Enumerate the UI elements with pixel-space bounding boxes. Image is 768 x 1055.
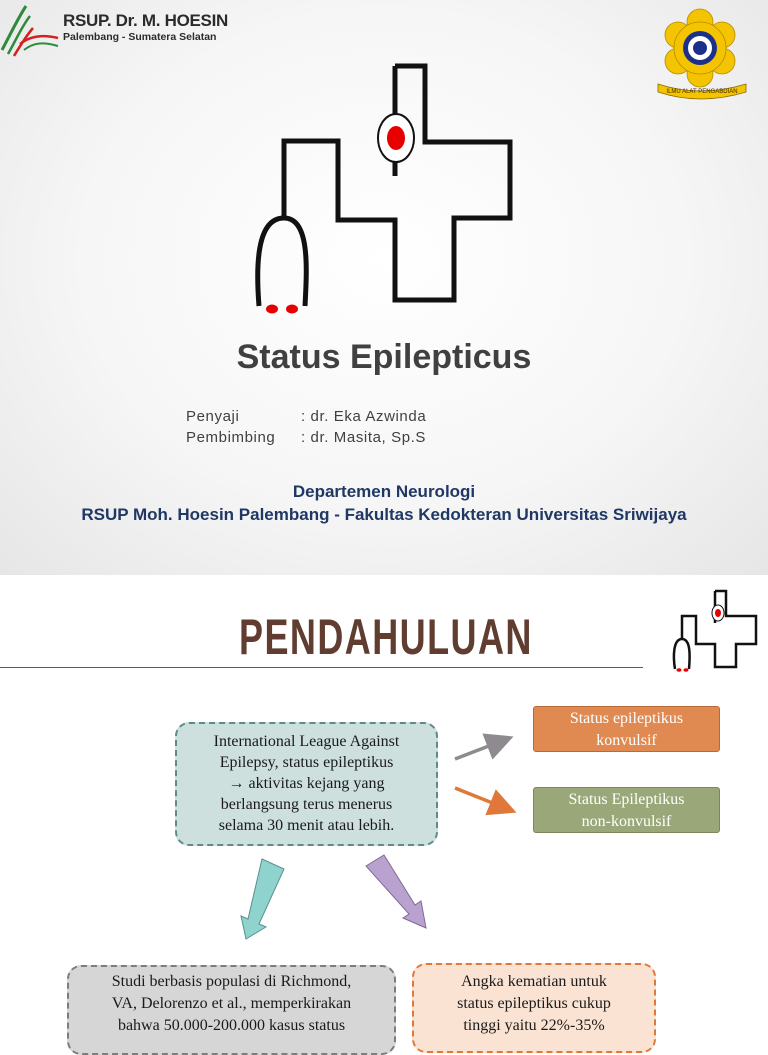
population-line-1: Studi berbasis populasi di Richmond, [111,973,352,990]
supervisor-row [186,429,426,446]
introduction-slide [0,575,768,1034]
presentation-title: Status Epilepticus [236,338,532,376]
hospital-logo-icon [0,0,62,60]
mortality-line-3: tinggi yaitu 22%-35% [463,1017,605,1034]
definition-box [175,722,438,846]
population-study-box [67,965,396,1055]
supervisor-value: : dr. Masita, Sp.S [301,429,427,446]
mortality-line-2: status epileptikus cukup [457,995,611,1012]
population-line-3: bahwa 50.000-200.000 kasus status [117,1017,346,1034]
mortality-line-1: Angka kematian untuk [461,973,607,990]
supervisor-label: Pembimbing [186,429,276,446]
mortality-box [412,963,656,1053]
university-motto: ILMU ALAT PENGABDIAN [666,89,738,95]
definition-line-5: selama 30 menit atau lebih. [218,817,395,834]
nonconvulsive-line-2: non-konvulsif [581,813,672,830]
presenter-label: Penyaji [186,408,240,425]
nonconvulsive-line-1: Status Epileptikus [568,791,685,808]
department-name: Departemen Neurologi [292,482,476,501]
nonconvulsive-box [533,787,720,833]
definition-line-1: International League Against [213,733,400,750]
hospital-location: Palembang - Sumatera Selatan [63,31,217,43]
hospital-logo [0,0,240,60]
presenter-value: : dr. Eka Azwinda [301,408,427,425]
definition-line-2: Epilepsy, status epileptikus [219,754,394,771]
hospital-name: RSUP. Dr. M. HOESIN [63,11,228,30]
convulsive-line-2: konvulsif [596,732,657,749]
definition-line-3: → aktivitas kejang yang [228,775,385,792]
university-seal-icon [650,6,754,100]
convulsive-box [533,706,720,752]
definition-line-4: berlangsung terus menerus [220,796,393,813]
population-line-2: VA, Delorenzo et al., memperkirakan [111,995,352,1012]
stethoscope-cross-icon [250,58,520,320]
convulsive-line-1: Status epileptikus [569,710,684,727]
institution-name: RSUP Moh. Hoesin Palembang - Fakultas Kedokteran Universitas Sriwijaya [81,505,687,524]
presenter-row [186,408,426,425]
section-title: PENDAHULUAN [239,609,533,665]
